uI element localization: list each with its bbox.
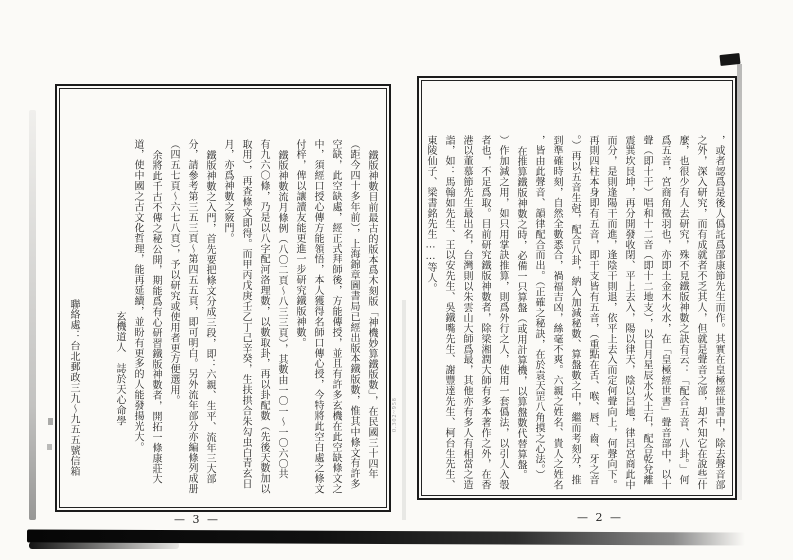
text-column: 取用），再查條文即得。而甲丙戊庚壬乙丁己辛癸，生扶拱合朱勾虫白青玄日 <box>240 139 251 490</box>
text-column: 震巽坎艮坤，再分開發收閉、平上去入，陽以律天，陰以呂地，律呂宮商此中 <box>623 135 634 491</box>
text-column: 中，須經口授心傳方能領悟，本人獲得名師口傳心授，今特將此空白處之條文 <box>312 139 323 495</box>
page-number-2: — 2 — <box>577 511 623 524</box>
text-column: 。）再以五音生尅，配合八卦，納入加減秘數、算盤數之中，繼而考刻分，推 <box>569 135 580 486</box>
page-2-inner-border <box>421 80 733 496</box>
text-column: 鐵版神數之入門，首先要把條文分成三段，即：六親、生平、流年三大部 <box>204 150 215 485</box>
text-column: 麼，也很少有人去研究，殊不見鐵版神數之訣有云：「配合五音、八卦。」何 <box>677 135 688 486</box>
text-column: 月，亦爲神數之竅門。 <box>222 139 233 244</box>
page-3 <box>55 84 391 512</box>
page-2-border <box>417 76 737 500</box>
text-column: 余將此千古不傳之秘公開，期能爲有心研習鐵版神數者，開拓一條康莊大 <box>150 150 161 485</box>
gutter-scan-smudge <box>402 300 406 520</box>
page-2 <box>417 76 737 500</box>
text-column: 有九六〇條，乃是以八字配河洛理數，以數取卦，再以卦配數（先後天數加以 <box>258 139 269 495</box>
text-column: 而分，是則逢陽干而進，逢陰干則退，依平上去入而定何聲向上，何聲向下。 <box>605 135 616 491</box>
signature-column: 玄機道人 誌於天心命學 <box>114 311 125 426</box>
text-column: 鐵版神數目前最古的版本爲木刻版「神機妙算鐵版數」，在民國三十四年 <box>366 150 377 480</box>
text-column: 爲五音，宮商角徵羽也，亦即土金木火水，在「皇極經世書」聲音部中，以十 <box>659 135 670 491</box>
text-column: ，皆由此聲音、韻律配合而出。（正確之秘訣，在於袁天罡八角摸之心法。） <box>533 135 544 481</box>
right-edge-scan-streak <box>737 64 742 500</box>
text-column: 者也，不足爲取。目前研究鐵版神數者，除梁湘潤大師有多本著作之外，在香 <box>479 135 490 491</box>
text-column: 之外，深入研究，而有成就者不乏其人，但就是聲音之部，却不知它在說些什 <box>695 135 706 491</box>
text-column: 在推算鐵版神數之時，必備一只算盤（或用計算機，以算盤數代替算盤。 <box>515 146 526 481</box>
text-column: 鐵版神數流月條例（八〇二頁～八三三頁），其數由一〇一～一〇六〇共 <box>276 150 287 480</box>
page-number-3: — 3 — <box>174 513 220 526</box>
text-column: 聲（即十干）唱和十二音（即十二地支），以日月星辰水火土石，配合乾兌離 <box>641 135 652 486</box>
text-column: （四五七頁～六七八頁），予以研究或使用者更方便選用。 <box>168 139 179 406</box>
text-column: 港以董慕節先生最出名，台灣則以朱雲山大師爲最，其他亦有多人有相當之造 <box>461 135 472 491</box>
book-bottom-shadow-blob <box>29 542 179 549</box>
page-3-text <box>63 139 380 511</box>
text-column: ，或者認爲是後人僞託爲邵康節先生而作。其實在皇極經世書中，除去聲音部 <box>713 135 724 491</box>
scan-fleck <box>48 418 53 425</box>
text-column: 到準確時刻，自然全數悉合，禍福吉凶，絲毫不爽。六親之姓名、貴人之姓名 <box>551 135 562 491</box>
scan-fleck <box>47 444 52 450</box>
text-column: 分，請參考第三五三頁～第四五五頁，即可明白。另外流年部分亦編條列成册 <box>186 139 197 495</box>
left-edge-scan-smudge <box>29 110 36 520</box>
text-column: 空缺，此空缺處，經正式拜師後，方能傳授，並且有許多玄機在此空缺條文之 <box>330 139 341 495</box>
page-3-inner-border <box>59 88 387 508</box>
text-column: 再則四柱本身即有五音，即干支皆有五音，（重點在舌、喉、唇、齒、牙之音 <box>587 135 598 486</box>
text-column: 付梓，俾以讓讀友能更進一步研究鐵版神數。 <box>294 139 305 348</box>
gutter-print-mark: 0.302~958 <box>392 397 398 432</box>
text-column: 東陵仙子、梁書銘先生……等人。 <box>425 135 436 294</box>
contact-column: 聯絡處：台北郵政三九～九五五號信箱 <box>68 299 79 477</box>
text-column: 道，使中國之古文化哲理，能再延續，並盼有更多的人能發揚光大。 <box>132 139 143 453</box>
page-3-border <box>55 84 391 512</box>
page-2-text <box>425 135 727 499</box>
text-column: （距今四十多年前），上海錦章圖書局已經出版本鐵版數，惟其中條文有許多 <box>348 139 359 490</box>
text-column: ）作加減之用，如只用掌訣推算，則爲外行之人，使用一套僞法，以引人入彀 <box>497 135 508 491</box>
text-column: 詣，如：馬翰如先生、王以安先生、吳鐵嘴先生、謝豐達先生、柯台生先生、 <box>443 135 454 491</box>
